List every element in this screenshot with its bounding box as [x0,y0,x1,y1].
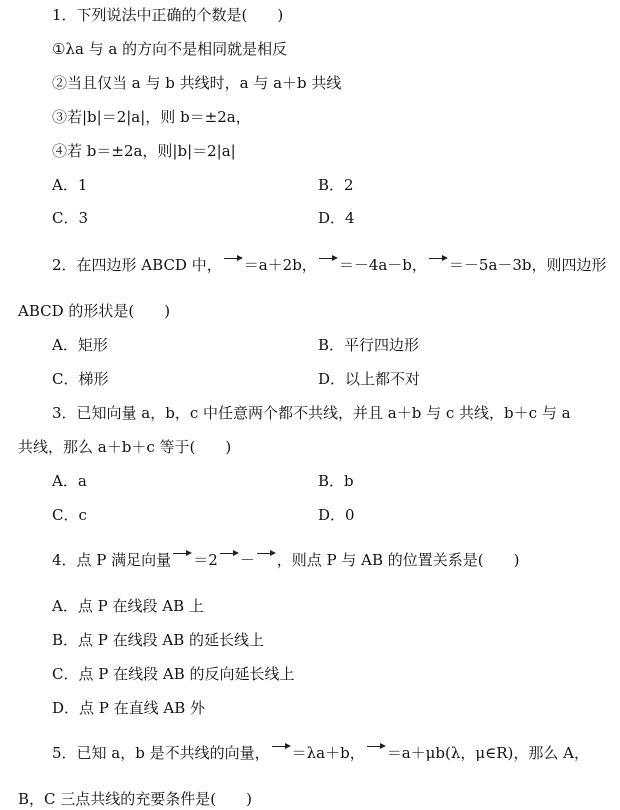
q1-statement-4: ④若 b＝±2a，则|b|＝2|a| [52,142,236,160]
vector-arrow-icon [317,255,339,275]
q3-option-c: C．c [52,506,87,524]
q2-eq1: ＝a＋2b， [243,256,317,274]
q2-stem-text: 2．在四边形 ABCD 中， [52,256,222,274]
q4-eq3: ，则点 P 与 AB 的位置关系是( ) [276,551,520,569]
q3-option-b: B．b [318,472,354,490]
q3-stem: 3．已知向量 a，b，c 中任意两个都不共线，并且 a＋b 与 c 共线，b＋c 与 a [52,404,571,422]
q2-eq3: ＝－5a－3b，则四边形 [448,256,607,274]
vector-arrow-icon [218,550,240,570]
q2-eq2: ＝－4a－b， [338,256,427,274]
q1-statement-2: ②当且仅当 a 与 b 共线时，a 与 a＋b 共线 [52,74,342,92]
q1-option-b: B．2 [318,176,354,194]
q1-stem: 1．下列说法中正确的个数是( ) [52,6,284,24]
q4-eq2: － [239,551,255,569]
vector-arrow-icon [171,550,193,570]
q3-option-a: A．a [52,472,87,490]
q5-eq1: ＝λa＋b， [291,744,365,762]
vector-arrow-icon [427,255,449,275]
q1-option-a: A．1 [52,176,88,194]
q2-stem [52,255,607,275]
q2-stem-cont: ABCD 的形状是( ) [18,302,171,320]
q2-option-b: B．平行四边形 [318,336,420,354]
q4-option-d: D．点 P 在直线 AB 外 [52,699,206,717]
q5-stem-text: 5．已知 a，b 是不共线的向量， [52,744,270,762]
q2-option-c: C．梯形 [52,370,109,388]
vector-arrow-icon [255,550,277,570]
q2-option-a: A．矩形 [52,336,108,354]
q5-stem [52,743,589,763]
q4-eq1: ＝2 [193,551,218,569]
vector-arrow-icon [222,255,244,275]
q1-option-d: D．4 [318,209,355,227]
vector-arrow-icon [365,743,387,763]
q4-option-a: A．点 P 在线段 AB 上 [52,597,204,615]
q4-stem-text: 4．点 P 满足向量 [52,551,172,569]
q5-stem-cont: B，C 三点共线的充要条件是( ) [18,790,252,808]
q3-stem-cont: 共线，那么 a＋b＋c 等于( ) [18,438,232,456]
q1-statement-1: ①λa 与 a 的方向不是相同就是相反 [52,40,288,58]
q5-eq2: ＝a＋μb(λ，μ∈R)，那么 A， [386,744,589,762]
q1-statement-3: ③若|b|＝2|a|，则 b＝±2a， [52,108,251,126]
q4-option-c: C．点 P 在线段 AB 的反向延长线上 [52,665,295,683]
q4-stem [52,550,519,570]
q2-option-d: D．以上都不对 [318,370,421,388]
q1-option-c: C．3 [52,209,89,227]
vector-arrow-icon [270,743,292,763]
q3-option-d: D．0 [318,506,355,524]
q4-option-b: B．点 P 在线段 AB 的延长线上 [52,631,265,649]
